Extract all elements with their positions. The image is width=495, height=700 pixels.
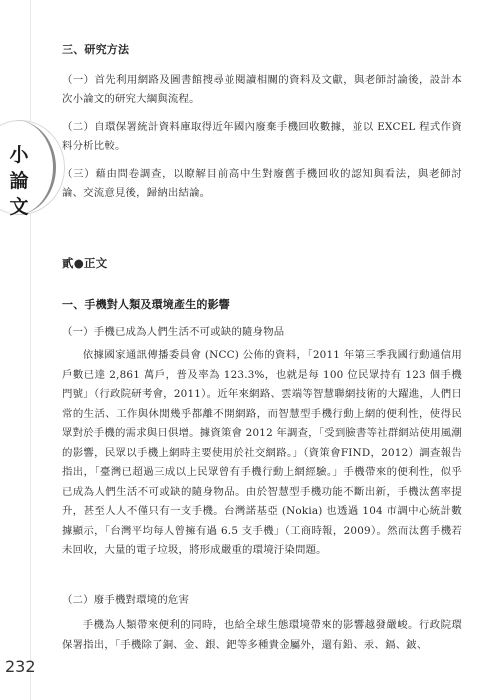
section-three-title: 三、研究方法 (62, 43, 130, 56)
method-item-1: （一）首先利用網路及圖書館搜尋並閱讀相關的資料及文獻，與老師討論後，設計本次小論文的研究大綱與流程。 (62, 73, 462, 105)
method-item-2: （二）自環保署統計資料庫取得近年國內廢棄手機回收數據，並以 EXCEL 程式作資料分析比較。 (62, 120, 462, 152)
item-two-title: （二）廢手機對環境的危害 (62, 593, 190, 606)
item-one-body: 依據國家通訊傳播委員會 (NCC) 公佈的資料，「2011 年第三季我國行動通信用戶數已達 2,861 萬戶，普及率為 123.3%，也就是每 100 位民眾持有 123 個手機門號」（行政院研考會，2011）。近年來網路、雲端等智慧聯網技術的大躍進，人們日常的生活、工作與休閒幾乎都離不開網路，而智慧型手機行動上網的便利性，使得民眾對於手機的需求與日俱增。據資策會 2012 年調查，「受到臉書等社群網站使用風潮的影響，民眾以手機上網時主要使用於社交網路。」（資策會FIND，2012）調查報告指出，「臺灣已超過三成以上民眾曾有手機行動上網經驗。」手機帶來的便利性，似乎已成為人們生活不可或缺的隨身物品。由於智慧型手機功能不斷出新，手機汰舊率提升，甚至人人不僅只有一支手機。台灣諾基亞 (Nokia) 也透過 104 市調中心統計數據顯示，「台灣平均每人曾擁有過 6.5 支手機」（工商時報，2009）。然而汰舊手機若未回收，大量的電子垃圾，將形成嚴重的環境汙染問題。 (62, 349, 462, 556)
page-content (62, 40, 462, 655)
item-two-body: 手機為人類帶來便利的同時，也給全球生態環境帶來的影響越發嚴峻。行政院環保署指出，「手機除了銅、金、銀、鈀等多種貴金屬外，還有鉛、汞、鎘、鈹、 (62, 619, 462, 651)
margin-rule (30, 0, 31, 700)
subsection-one-title: 一、手機對人類及環境產生的影響 (62, 298, 230, 311)
main-heading: 貳●正文 (62, 255, 108, 270)
page-number: 232 (5, 657, 36, 676)
method-item-3: （三）藉由問卷調查，以瞭解目前高中生對廢舊手機回收的認知與看法，與老師討論、交流意見後，歸納出結論。 (62, 167, 462, 199)
chapter-tab-label: 小論文 (9, 144, 29, 218)
item-one-title: （一）手機已成為人們生活不可或缺的隨身物品 (62, 325, 285, 338)
